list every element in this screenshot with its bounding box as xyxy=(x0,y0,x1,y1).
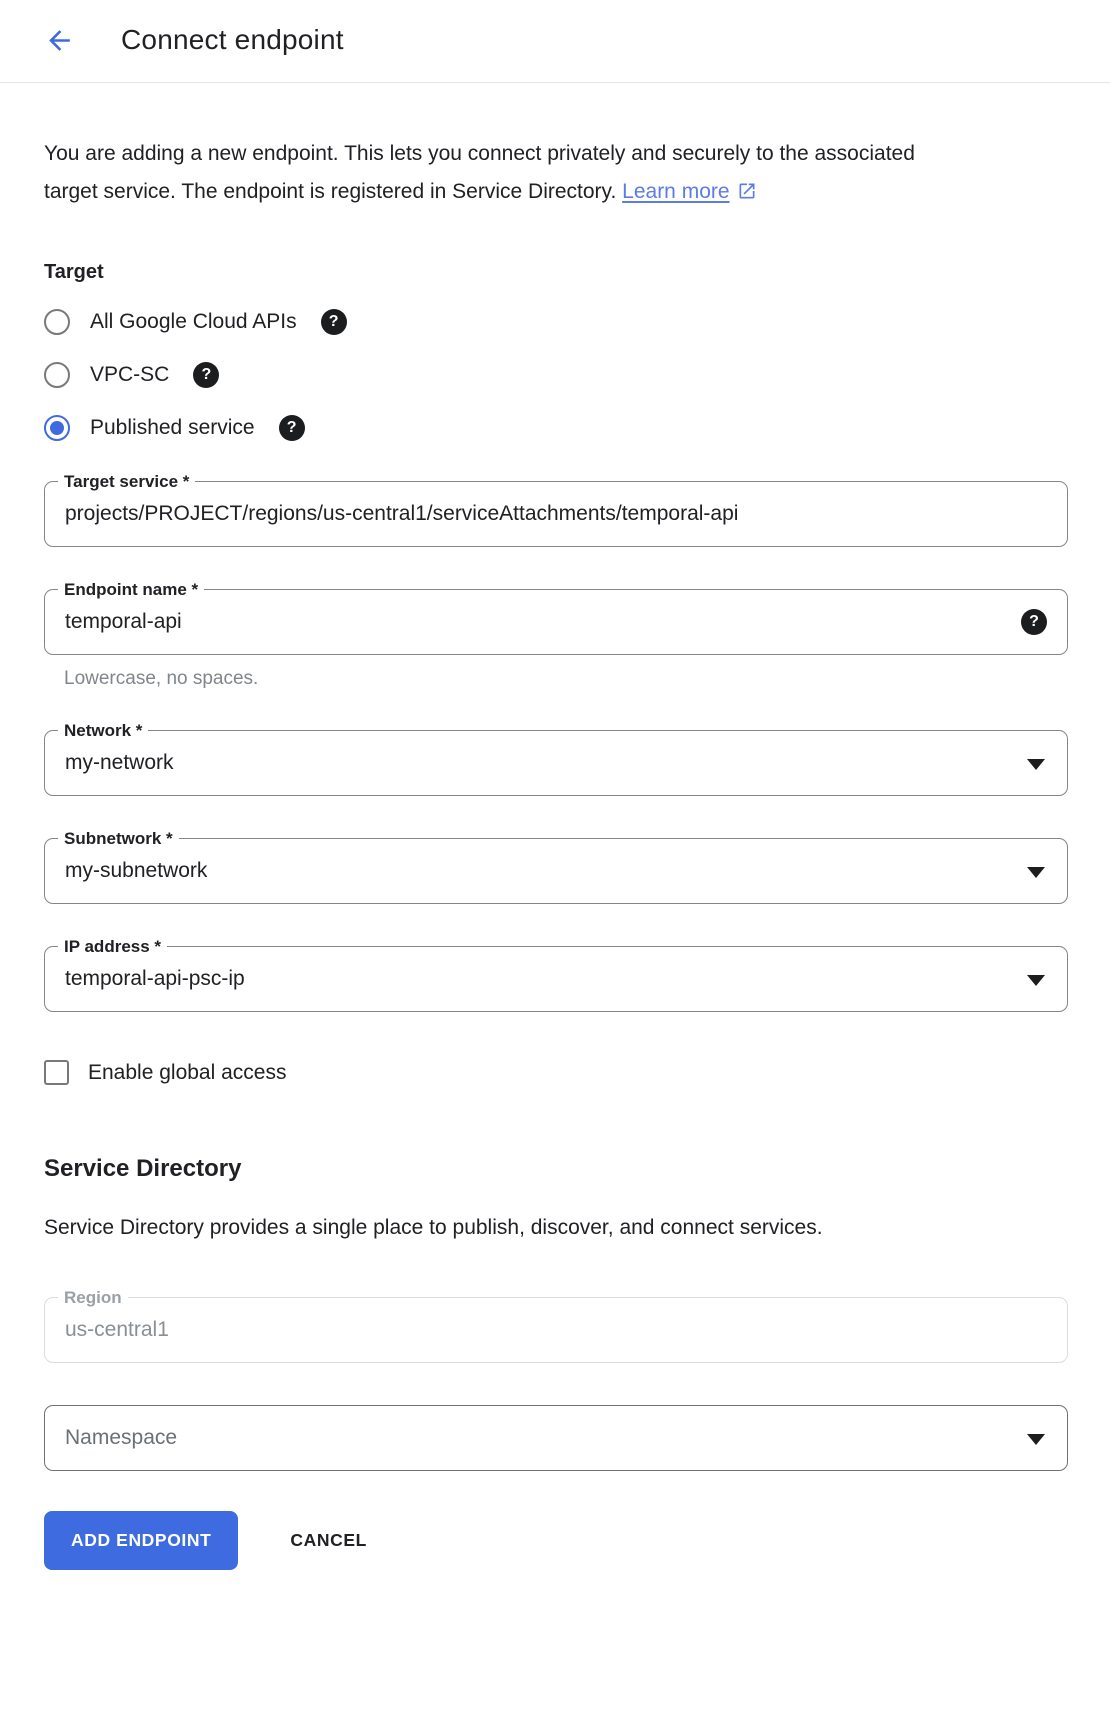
help-icon[interactable] xyxy=(279,415,305,441)
region-label: Region xyxy=(58,1288,128,1307)
radio-selected-icon xyxy=(44,415,70,441)
help-glyph: ? xyxy=(286,419,297,436)
radio-label: Published service xyxy=(90,416,255,439)
help-glyph: ? xyxy=(328,313,339,330)
connect-endpoint-form xyxy=(0,135,1110,1710)
radio-all-google-cloud-apis[interactable] xyxy=(44,307,347,337)
endpoint-name-label: Endpoint name * xyxy=(58,580,204,599)
open-in-new-icon xyxy=(737,181,757,201)
service-directory-description: Service Directory provides a single place to publish, discover, and connect services. xyxy=(44,1216,823,1239)
back-button[interactable] xyxy=(44,25,75,56)
page-title: Connect endpoint xyxy=(121,24,344,55)
target-service-label: Target service * xyxy=(58,472,195,491)
intro-text xyxy=(44,135,959,211)
subnetwork-value: my-subnetwork xyxy=(65,859,208,882)
learn-more-link[interactable] xyxy=(622,180,756,203)
radio-unselected-icon xyxy=(44,309,70,335)
ip-address-select[interactable] xyxy=(44,937,1068,1012)
target-service-value: projects/PROJECT/regions/us-central1/serviceAttachments/temporal-api xyxy=(65,502,739,525)
network-label: Network * xyxy=(58,721,148,740)
add-endpoint-button[interactable]: ADD ENDPOINT xyxy=(44,1511,238,1570)
enable-global-access-checkbox[interactable] xyxy=(44,1060,286,1085)
help-glyph: ? xyxy=(1029,613,1039,630)
cancel-button[interactable]: CANCEL xyxy=(290,1530,367,1550)
endpoint-name-field[interactable] xyxy=(44,580,1068,655)
arrow-left-icon xyxy=(44,25,75,56)
checkbox-unchecked-icon xyxy=(44,1060,69,1085)
radio-vpc-sc[interactable] xyxy=(44,360,219,390)
service-directory-heading: Service Directory xyxy=(44,1155,242,1182)
form-actions xyxy=(44,1511,1068,1570)
endpoint-name-helper: Lowercase, no spaces. xyxy=(64,668,259,689)
namespace-placeholder: Namespace xyxy=(65,1426,178,1449)
ip-address-value: temporal-api-psc-ip xyxy=(65,967,245,990)
radio-unselected-icon xyxy=(44,362,70,388)
network-value: my-network xyxy=(65,751,174,774)
subnetwork-label: Subnetwork * xyxy=(58,829,179,848)
help-icon[interactable] xyxy=(321,309,347,335)
region-field xyxy=(44,1288,1068,1363)
ip-address-label: IP address * xyxy=(58,937,167,956)
chevron-down-icon xyxy=(1027,867,1045,878)
help-glyph: ? xyxy=(201,366,212,383)
target-section-label: Target xyxy=(44,261,104,283)
radio-label: All Google Cloud APIs xyxy=(90,310,297,333)
page-header xyxy=(0,0,1110,83)
radio-published-service[interactable] xyxy=(44,413,305,443)
subnetwork-select[interactable] xyxy=(44,829,1068,904)
learn-more-label: Learn more xyxy=(622,180,730,203)
radio-label: VPC-SC xyxy=(90,363,170,386)
namespace-select[interactable] xyxy=(44,1405,1068,1471)
region-value: us-central1 xyxy=(65,1318,169,1341)
help-icon[interactable] xyxy=(1021,609,1047,635)
target-service-field[interactable] xyxy=(44,472,1068,547)
help-icon[interactable] xyxy=(193,362,219,388)
chevron-down-icon xyxy=(1027,1434,1045,1445)
endpoint-name-value: temporal-api xyxy=(65,610,182,633)
intro-body: You are adding a new endpoint. This lets you connect privately and securely to the associated target service. The endpoint is registered in Service Directory. xyxy=(44,142,915,203)
network-select[interactable] xyxy=(44,721,1068,796)
checkbox-label: Enable global access xyxy=(88,1060,287,1084)
chevron-down-icon xyxy=(1027,975,1045,986)
chevron-down-icon xyxy=(1027,759,1045,770)
